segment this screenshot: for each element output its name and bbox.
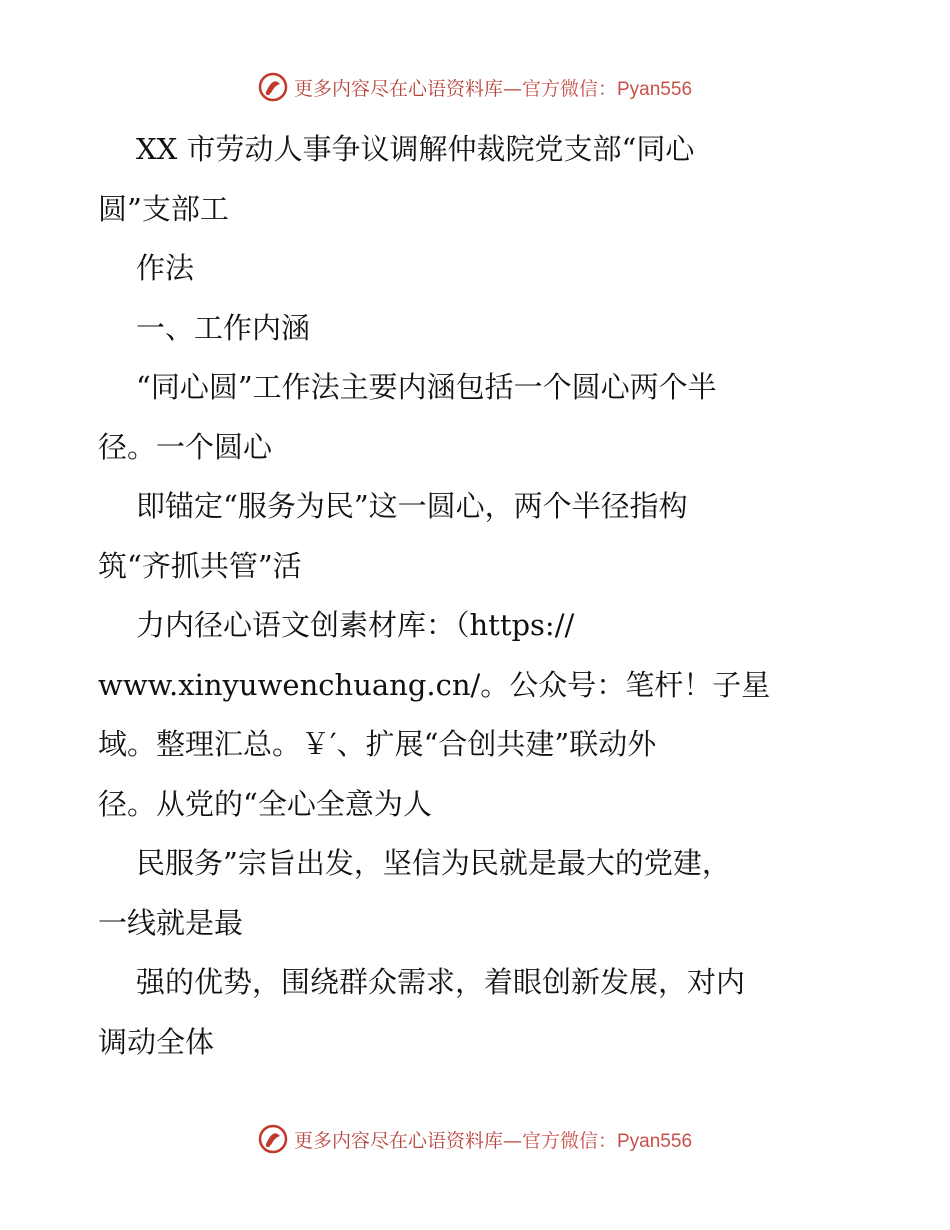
text-line: “同心圆”工作法主要内涵包括一个圆心两个半 (136, 370, 717, 404)
brand-logo-icon (258, 72, 288, 102)
header-watermark-text: 更多内容尽在心语资料库— (293, 77, 522, 100)
footer-watermark-text: 更多内容尽在心语资料库— (293, 1129, 522, 1152)
text-line: 力内径心语文创素材库：（https:// (136, 608, 575, 642)
section-heading: 一、工作内涵 (136, 310, 311, 345)
text-line: 即锚定“服务为民”这一圆心，两个半径指构 (136, 489, 688, 523)
text-line: 圆”支部工 (98, 191, 229, 226)
text-line: 域。整理汇总。￥′、扩展“合创共建”联动外 (98, 727, 657, 761)
text-line: 民服务”宗旨出发，坚信为民就是最大的党建， (136, 846, 731, 880)
text-line: 作法 (136, 251, 195, 285)
text-line: 调动全体 (98, 1024, 215, 1059)
text-line: 径。一个圆心 (98, 429, 273, 464)
text-line: 一线就是最 (98, 905, 244, 940)
text-line: 筑“齐抓共管”活 (98, 548, 302, 583)
document-body (98, 120, 878, 1072)
header-watermark (0, 72, 950, 102)
text-line: 径。从党的“全心全意为人 (98, 786, 432, 821)
text-line: XX 市劳动人事争议调解仲裁院党支部“同心 (136, 132, 695, 166)
footer-watermark (0, 1124, 950, 1154)
text-line: 强的优势，围绕群众需求，着眼创新发展，对内 (136, 965, 746, 999)
header-watermark-wechat: 官方微信：Pyan556 (522, 78, 693, 100)
footer-watermark-wechat: 官方微信：Pyan556 (522, 1130, 693, 1152)
text-line: www.xinyuwenchuang.cn/。公众号：笔杆！子星 (98, 667, 771, 702)
brand-logo-icon (258, 1124, 288, 1154)
